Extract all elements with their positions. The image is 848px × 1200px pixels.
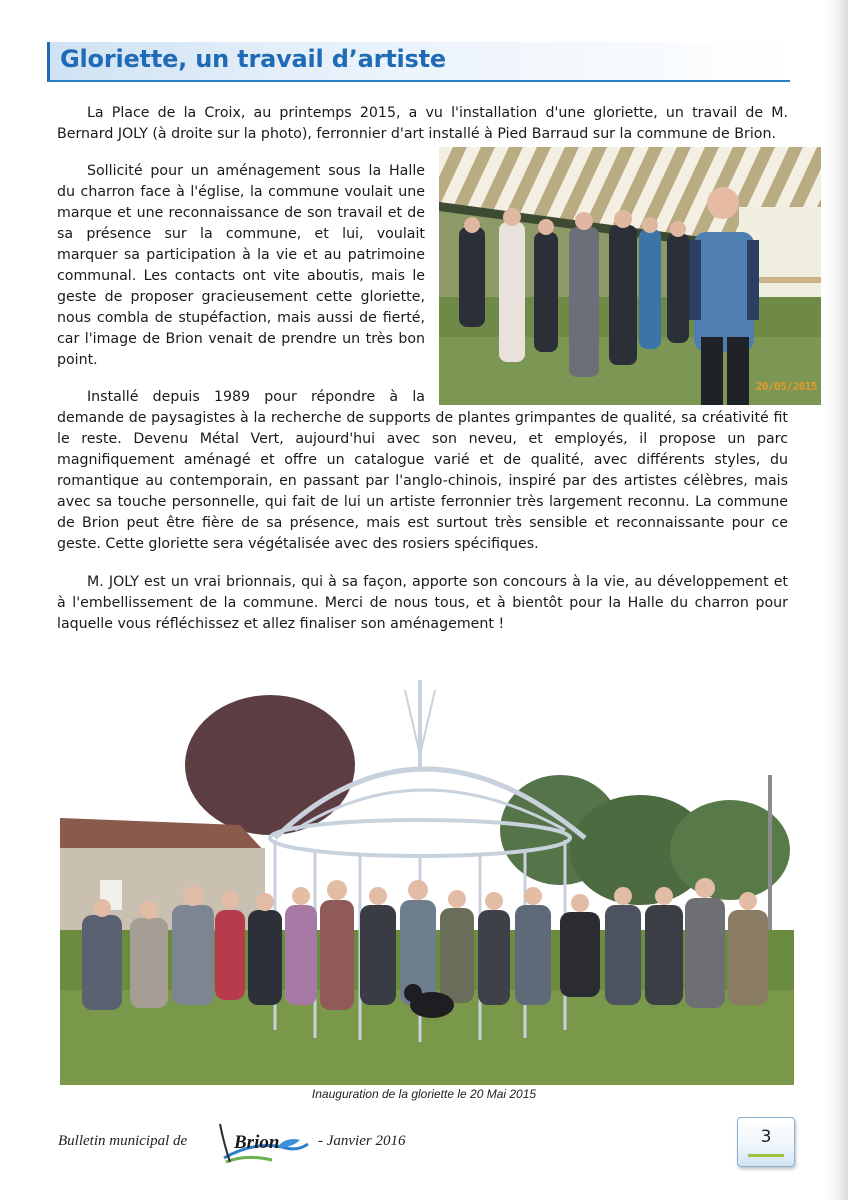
paragraph-request-text: Sollicité pour un aménagement sous la Halle du charron face à l'église, la commune voulait une marque et une reconnaissance de son travail et de sa présence sur la commune, et lui, voulait marquer sa participation à la vie et au patrimoine communal. Les contacts ont vite aboutis, mais le geste de proposer gracieusement cette gloriette, nous combla de stupéfaction, mais aussi de fierté, car l'image de Brion venait de prendre un très bon point. — [57, 163, 425, 368]
paragraph-history-start — [57, 387, 425, 408]
brion-logo — [216, 1118, 312, 1170]
brion-logo-text: Brion — [234, 1132, 280, 1153]
reception-photo — [439, 147, 821, 405]
photo-caption: Inauguration de la gloriette le 20 Mai 2015 — [311, 1087, 537, 1101]
photo-date-stamp: 20/05/2015 — [755, 380, 817, 393]
gazebo-group-photo-illustration — [60, 660, 794, 1085]
paragraph-intro-text: La Place de la Croix, au printemps 2015, a vu l'installation d'une gloriette, un travail de M. Bernard JOLY (à droite sur la photo), ferronnier d'art installé à Pied Barraud sur la commune de Brion. — [57, 105, 788, 142]
paragraph-intro — [57, 103, 788, 145]
page-number: 3 — [760, 1127, 772, 1147]
paragraph-history-start-text: Installé depuis 1989 pour répondre à la — [87, 389, 425, 405]
paragraph-conclusion-text: M. JOLY est un vrai brionnais, qui à sa façon, apporte son concours à la vie, au développement et à l'embellissement de la commune. Merci de nous tous, et à bientôt pour la Halle du charron pour laquelle vous réfléchissez et allez finaliser son aménagement ! — [57, 574, 788, 632]
section-title-bar — [47, 42, 790, 82]
page-edge-shadow — [826, 0, 848, 1200]
footer-date-label: - Janvier 2016 — [318, 1133, 406, 1149]
paragraph-history — [57, 408, 788, 555]
footer-bulletin-label: Bulletin municipal de — [58, 1133, 188, 1149]
reception-photo-illustration — [439, 147, 821, 405]
paragraph-request — [57, 161, 425, 371]
paragraph-history-text: demande de paysagistes à la recherche de supports de plantes grimpantes de qualité, sa créativité fit le reste. Devenu Métal Vert, aujourd'hui avec son neveu, et employés, il propose un parc magnifiquement aménagé et offre un catalogue varié et de qualité, avec différents styles, du romantique au contemporain, en passant par l'anglo-chinois, inspiré par des artistes célèbres, mais avec sa touche personnelle, qui fait de lui un artiste ferronnier très largement reconnu. La commune de Brion peut être fière de sa présence, mais est surtout très sensible et reconnaissante pour ce geste. Cette gloriette sera végétalisée avec des rosiers spécifiques. — [57, 410, 788, 552]
paragraph-conclusion — [57, 572, 788, 635]
page-number-box — [737, 1117, 795, 1167]
gazebo-group-photo — [60, 660, 794, 1085]
page-title: Gloriette, un travail d’artiste — [60, 45, 446, 73]
page-number-underline — [748, 1154, 784, 1157]
